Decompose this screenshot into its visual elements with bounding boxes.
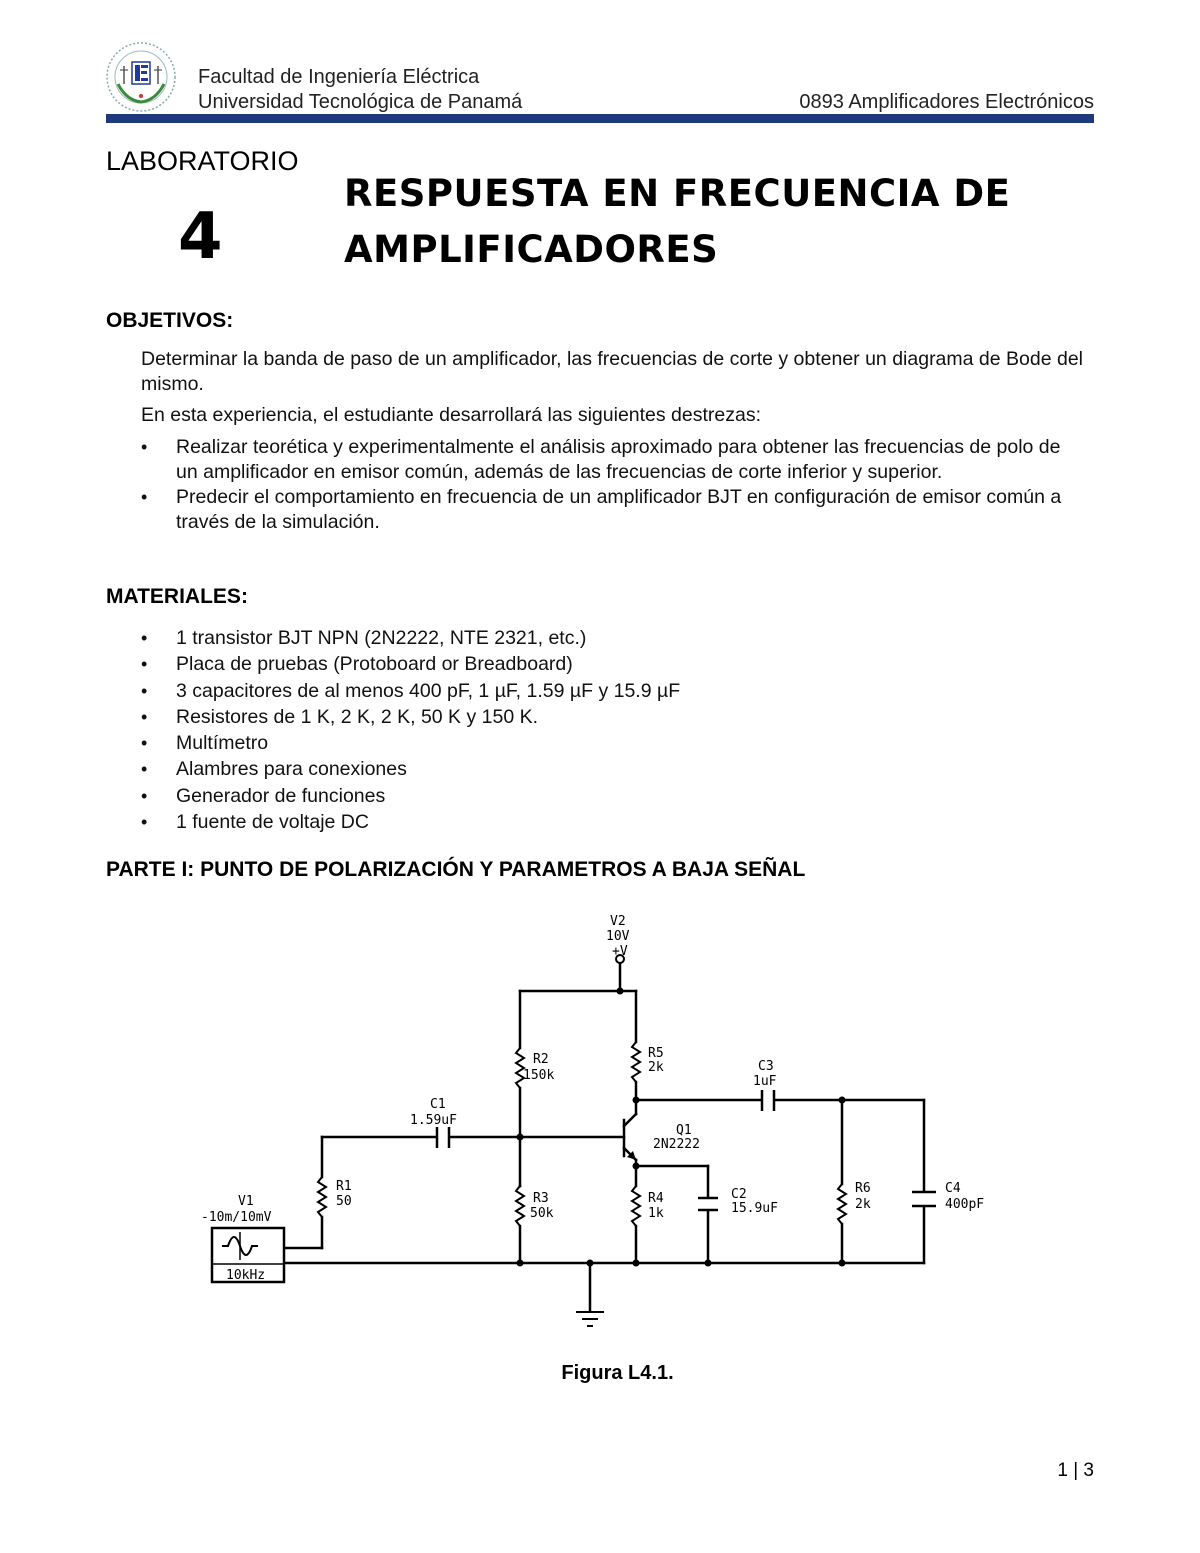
r1-resistor: [318, 1177, 326, 1217]
objectives-intro-2: En esta experiencia, el estudiante desarrollará las siguientes destrezas:: [141, 404, 762, 426]
c2-capacitor: [698, 1198, 718, 1210]
university-name: Universidad Tecnológica de Panamá: [198, 91, 523, 113]
list-item: • Generador de funciones: [141, 783, 1041, 809]
c2-name: C2: [731, 1187, 747, 1202]
list-item: • 1 fuente de voltaje DC: [141, 809, 1041, 835]
v1-value: -10m/10mV: [201, 1210, 272, 1225]
c3-capacitor: [762, 1090, 774, 1111]
r4-value: 1k: [648, 1206, 664, 1221]
list-item: • Placa de pruebas (Protoboard or Breadboard): [141, 651, 1041, 677]
r5-value: 2k: [648, 1060, 664, 1075]
materials-heading: MATERIALES:: [106, 585, 248, 608]
faculty-name: Facultad de Ingeniería Eléctrica: [198, 66, 480, 88]
v1-frequency: 10kHz: [226, 1268, 266, 1283]
list-item: • Multímetro: [141, 730, 1041, 756]
r6-name: R6: [855, 1181, 871, 1196]
c1-capacitor: [437, 1127, 449, 1148]
c1-name: C1: [430, 1097, 446, 1112]
r4-name: R4: [648, 1191, 664, 1206]
r2-value: 150k: [523, 1068, 555, 1083]
c4-name: C4: [945, 1181, 961, 1196]
list-item: • Predecir el comportamiento en frecuencia de un amplificador BJT en configuración de emisor común a través de la simulación.: [141, 485, 1086, 535]
q1-name: Q1: [676, 1123, 692, 1138]
course-name: 0893 Amplificadores Electrónicos: [799, 91, 1094, 113]
ground-icon: [576, 1312, 604, 1326]
title-line-1: RESPUESTA EN FRECUENCIA DE: [344, 172, 1011, 215]
r2-name: R2: [533, 1052, 549, 1067]
r3-resistor: [516, 1186, 524, 1226]
c4-value: 400pF: [945, 1197, 985, 1212]
page-number: 1 | 3: [1057, 1460, 1094, 1481]
objectives-heading: OBJETIVOS:: [106, 309, 234, 332]
c3-value: 1uF: [753, 1074, 777, 1089]
r6-resistor: [838, 1184, 846, 1224]
list-item: • Realizar teorética y experimentalmente el análisis aproximado para obtener las frecuencias de polo de un amplificador en emisor común, además de las frecuencias de corte inferior y superior.: [141, 435, 1086, 485]
title-line-2: AMPLIFICADORES: [344, 228, 719, 271]
r3-value: 50k: [530, 1206, 554, 1221]
c2-value: 15.9uF: [731, 1201, 778, 1216]
c3-name: C3: [758, 1059, 774, 1074]
v2-value: 10V: [606, 929, 630, 944]
list-item: • Resistores de 1 K, 2 K, 2 K, 50 K y 150 K.: [141, 704, 1041, 730]
list-item: • 3 capacitores de al menos 400 pF, 1 µF, 1.59 µF y 15.9 µF: [141, 678, 1041, 704]
r3-name: R3: [533, 1191, 549, 1206]
list-item: • Alambres para conexiones: [141, 756, 1041, 782]
figure-caption: Figura L4.1.: [561, 1362, 674, 1384]
v1-name: V1: [238, 1194, 254, 1209]
v2-node: +V: [612, 944, 628, 959]
r6-value: 2k: [855, 1197, 871, 1212]
r1-name: R1: [336, 1179, 352, 1194]
r5-resistor: [632, 1042, 640, 1082]
v2-name: V2: [610, 914, 626, 929]
r4-resistor: [632, 1186, 640, 1226]
q1-value: 2N2222: [653, 1137, 700, 1152]
list-item: • 1 transistor BJT NPN (2N2222, NTE 2321, etc.): [141, 625, 1041, 651]
c1-value: 1.59uF: [410, 1113, 457, 1128]
lab-number: 4: [178, 200, 223, 274]
r1-value: 50: [336, 1194, 352, 1209]
objectives-intro-1: Determinar la banda de paso de un amplificador, las frecuencias de corte y obtener un diagrama de Bode del mismo.: [141, 348, 1083, 395]
lab-label: LABORATORIO: [106, 146, 299, 176]
part1-heading: PARTE I: PUNTO DE POLARIZACIÓN Y PARAMETROS A BAJA SEÑAL: [106, 858, 806, 881]
c4-capacitor: [912, 1192, 936, 1206]
r5-name: R5: [648, 1046, 664, 1061]
